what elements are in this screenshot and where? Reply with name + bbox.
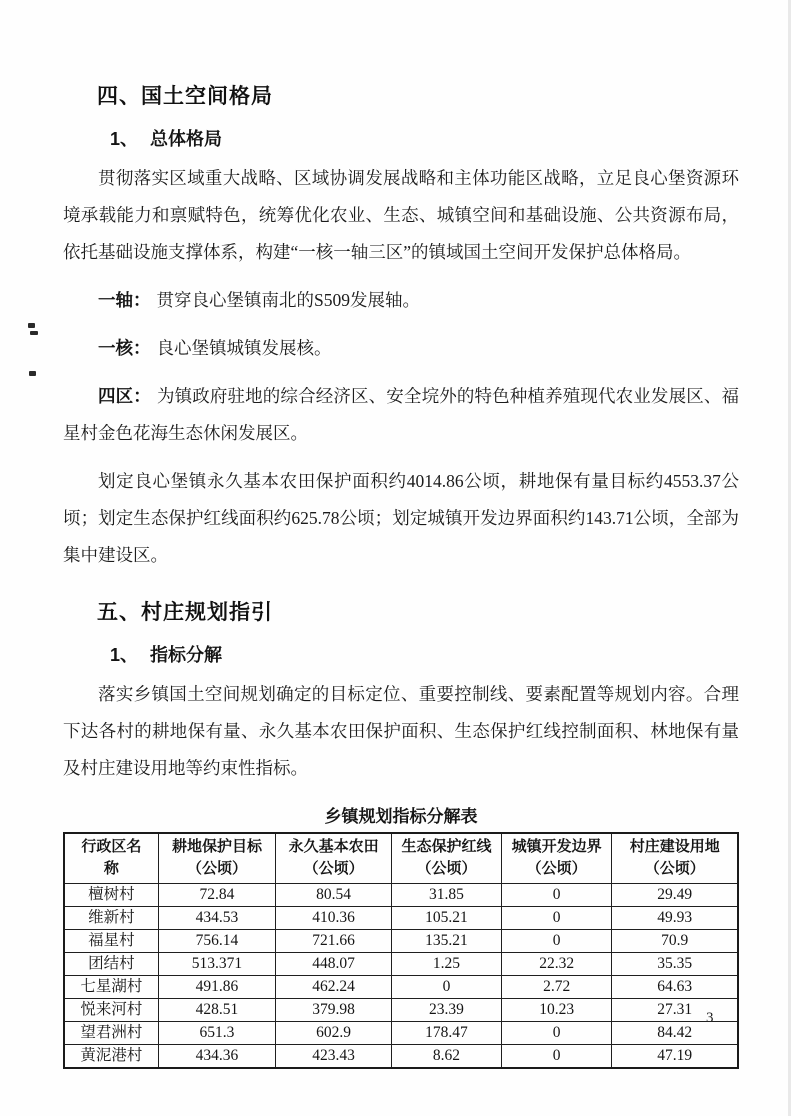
value-cell: 491.86	[158, 976, 275, 999]
value-cell: 423.43	[276, 1045, 392, 1069]
table-row	[64, 1045, 738, 1069]
overall-pattern-paragraph: 贯彻落实区域重大战略、区域协调发展战略和主体功能区战略，立足良心堡资源环境承载能力和禀赋特色，统筹优化农业、生态、城镇空间和基础设施、公共资源布局，依托基础设施支撑体系，构建“一核一轴三区”的镇域国土空间开发保护总体格局。	[63, 168, 739, 262]
value-cell: 70.9	[612, 930, 738, 953]
value-cell: 64.63	[612, 976, 738, 999]
table-row	[64, 976, 738, 999]
value-cell: 1.25	[392, 953, 502, 976]
zones-label: 四区：	[98, 386, 151, 406]
value-cell: 84.42	[612, 1022, 738, 1045]
value-cell: 22.32	[501, 953, 612, 976]
value-cell: 448.07	[276, 953, 392, 976]
table-header-row	[64, 833, 738, 884]
value-cell: 428.51	[158, 999, 275, 1022]
value-cell: 27.31	[612, 999, 738, 1022]
subsection-title: 指标分解	[150, 645, 223, 665]
value-cell: 178.47	[392, 1022, 502, 1045]
value-cell: 434.36	[158, 1045, 275, 1069]
table-row	[64, 930, 738, 953]
village-name-cell: 福星村	[64, 930, 158, 953]
value-cell: 72.84	[158, 884, 275, 907]
village-name-cell: 黄泥港村	[64, 1045, 158, 1069]
value-cell: 379.98	[276, 999, 392, 1022]
value-cell: 10.23	[501, 999, 612, 1022]
scan-artifact-dot	[30, 331, 38, 335]
value-cell: 602.9	[276, 1022, 392, 1045]
value-cell: 0	[392, 976, 502, 999]
value-cell: 80.54	[276, 884, 392, 907]
value-cell: 8.62	[392, 1045, 502, 1069]
delineation-paragraph: 划定良心堡镇永久基本农田保护面积约4014.86公顷，耕地保有量目标约4553.37公顷；划定生态保护红线面积约625.78公顷；划定城镇开发边界面积约143.71公顷，全部为集中建设区。	[63, 471, 739, 565]
village-name-cell: 维新村	[64, 907, 158, 930]
zones-text: 为镇政府驻地的综合经济区、安全垸外的特色种植养殖现代农业发展区、福星村金色花海生态休闲发展区。	[63, 386, 740, 443]
indicator-table	[63, 832, 739, 1069]
village-name-cell: 檀树村	[64, 884, 158, 907]
section4-heading: 四、国土空间格局	[97, 85, 273, 108]
value-cell: 105.21	[392, 907, 502, 930]
core-label: 一核：	[98, 338, 151, 358]
subsection-number: 1、	[110, 129, 139, 149]
axis-label: 一轴：	[98, 290, 151, 310]
value-cell: 2.72	[501, 976, 612, 999]
value-cell: 756.14	[158, 930, 275, 953]
value-cell: 135.21	[392, 930, 502, 953]
subsection-title: 总体格局	[150, 129, 223, 149]
value-cell: 0	[501, 907, 612, 930]
village-name-cell: 七星湖村	[64, 976, 158, 999]
axis-paragraph	[63, 282, 739, 319]
page-number: 3	[706, 1010, 714, 1026]
table-title: 乡镇规划指标分解表	[324, 807, 478, 826]
header-village-construction: 村庄建设用地 （公顷）	[612, 833, 738, 884]
axis-text: 贯穿良心堡镇南北的S509发展轴。	[156, 290, 420, 310]
village-name-cell: 悦来河村	[64, 999, 158, 1022]
table-row	[64, 1022, 738, 1045]
section4-subheading	[110, 127, 739, 151]
value-cell: 513.371	[158, 953, 275, 976]
table-row	[64, 884, 738, 907]
table-row	[64, 999, 738, 1022]
value-cell: 410.36	[276, 907, 392, 930]
section5-heading: 五、村庄规划指引	[97, 601, 273, 624]
value-cell: 0	[501, 1022, 612, 1045]
core-paragraph	[63, 330, 739, 367]
value-cell: 47.19	[612, 1045, 738, 1069]
value-cell: 49.93	[612, 907, 738, 930]
village-name-cell: 望君洲村	[64, 1022, 158, 1045]
section5-subheading	[110, 643, 739, 667]
zones-paragraph	[63, 378, 739, 452]
value-cell: 434.53	[158, 907, 275, 930]
subsection-number: 1、	[110, 645, 139, 665]
value-cell: 0	[501, 1045, 612, 1069]
value-cell: 651.3	[158, 1022, 275, 1045]
header-permanent-farmland: 永久基本农田 （公顷）	[276, 833, 392, 884]
document-page	[63, 84, 739, 1069]
core-text: 良心堡镇城镇发展核。	[156, 338, 332, 358]
table-row	[64, 907, 738, 930]
value-cell: 0	[501, 930, 612, 953]
value-cell: 721.66	[276, 930, 392, 953]
value-cell: 31.85	[392, 884, 502, 907]
scan-artifact-dot	[28, 323, 35, 328]
village-name-cell: 团结村	[64, 953, 158, 976]
value-cell: 23.39	[392, 999, 502, 1022]
header-admin-name: 行政区名 称	[64, 833, 158, 884]
header-farmland-target: 耕地保护目标 （公顷）	[158, 833, 275, 884]
value-cell: 0	[501, 884, 612, 907]
value-cell: 35.35	[612, 953, 738, 976]
value-cell: 462.24	[276, 976, 392, 999]
header-urban-boundary: 城镇开发边界 （公顷）	[501, 833, 612, 884]
table-row	[64, 953, 738, 976]
header-ecological-redline: 生态保护红线 （公顷）	[392, 833, 502, 884]
scan-artifact-dot	[29, 371, 36, 376]
indicator-paragraph: 落实乡镇国土空间规划确定的目标定位、重要控制线、要素配置等规划内容。合理下达各村的耕地保有量、永久基本农田保护面积、生态保护红线控制面积、林地保有量及村庄建设用地等约束性指标。	[63, 684, 739, 778]
value-cell: 29.49	[612, 884, 738, 907]
